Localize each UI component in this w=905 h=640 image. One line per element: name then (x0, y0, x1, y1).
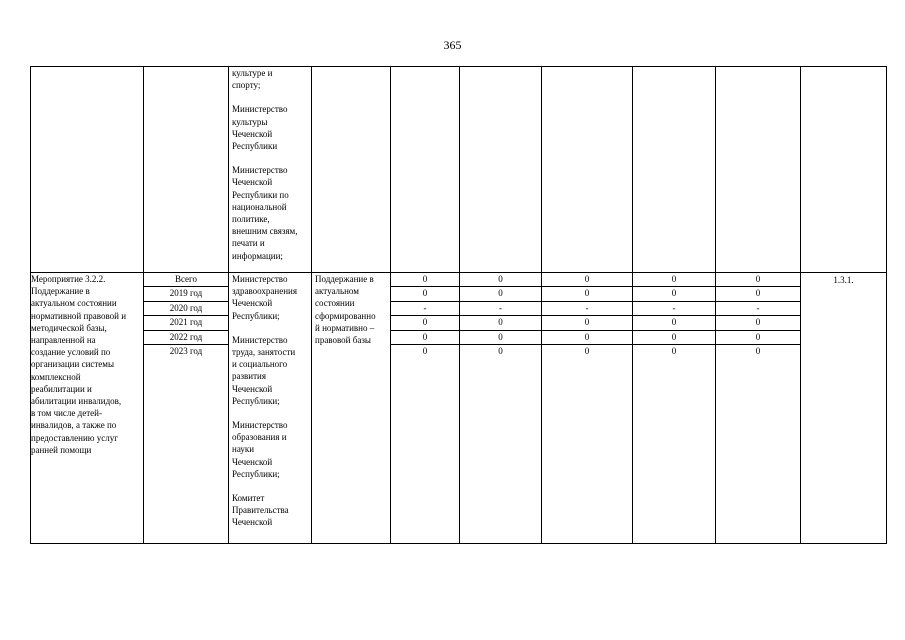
executor-line: Республики; (232, 395, 280, 406)
event-title-line: Поддержание в (31, 286, 90, 297)
value-cell: 0 (391, 287, 459, 301)
executor-line: Министерство (232, 104, 288, 115)
executor-line: политике, (232, 214, 270, 225)
value-cell: 0 (542, 316, 632, 330)
executor-line: Чеченской (232, 383, 273, 394)
event-title-line: абилитации инвалидов, (31, 396, 122, 407)
value-cell: 0 (542, 331, 632, 345)
value-cell: 0 (391, 273, 459, 287)
executor-line: развития (232, 371, 267, 382)
value-cell: 0 (716, 331, 800, 345)
executor-line: Республики (232, 141, 278, 152)
cell-empty (460, 67, 542, 273)
event-title-line: инвалидов, а также по (31, 420, 117, 431)
indicator-code-cell (801, 273, 887, 544)
event-title-line: комплексной (31, 371, 81, 382)
executor-line: Министерство (232, 420, 288, 431)
values-col7-cell (542, 273, 633, 544)
executor-line: Правительства (232, 505, 289, 516)
executor-line: Министерство (232, 274, 288, 284)
result-line: й нормативно – (315, 322, 375, 333)
value-cell: 0 (391, 316, 459, 330)
period-label: 2023 год (169, 345, 203, 356)
executor-line: печати и (232, 238, 265, 249)
executor-line: Республики по (232, 189, 289, 200)
executor-line: культуры (232, 116, 268, 127)
values-col6-cell (460, 273, 542, 544)
executor-line: Министерство (232, 165, 288, 176)
executor-line: науки (232, 444, 255, 455)
value-cell: 0 (542, 273, 632, 287)
cell-empty (31, 67, 144, 273)
value-cell: 0 (633, 273, 715, 287)
period-label: 2019 год (144, 287, 228, 301)
executor-line: Чеченской (232, 517, 273, 528)
value-cell: 0 (460, 331, 541, 345)
executor-line: национальной (232, 201, 287, 212)
value-cell: 0 (542, 287, 632, 301)
cell-empty (144, 67, 229, 273)
value-cell: 0 (633, 331, 715, 345)
value-cell: 0 (460, 273, 541, 287)
result-line: состоянии (315, 298, 355, 309)
event-title-line: Мероприятие 3.2.2. (31, 274, 106, 284)
value-cell: 0 (498, 345, 503, 356)
event-row (31, 273, 887, 544)
cell-empty (312, 67, 391, 273)
value-cell: 0 (584, 345, 590, 356)
cell-empty (391, 67, 460, 273)
result-line: актуальном (315, 286, 359, 297)
value-cell: 0 (391, 331, 459, 345)
executor-line: Чеченской (232, 298, 273, 309)
value-cell: 0 (633, 316, 715, 330)
values-col8-cell (633, 273, 716, 544)
executor-line: труда, занятости (232, 347, 296, 358)
cell-empty (801, 67, 887, 273)
result-line: правовой базы (315, 335, 371, 346)
executor-line: Чеченской (232, 456, 273, 467)
event-title-line: ранней помощи (31, 444, 92, 455)
executor-line: образования и (232, 432, 287, 443)
value-cell: 0 (460, 316, 541, 330)
event-title-line: методической базы, (31, 322, 107, 333)
value-cell: 0 (716, 287, 800, 301)
executor-line: спорту; (232, 80, 261, 91)
value-cell: 0 (460, 287, 541, 301)
event-title-line: создание условий по (31, 347, 111, 358)
period-label: Всего (144, 273, 228, 287)
values-col9-cell (716, 273, 801, 544)
executor-line: Республики; (232, 468, 280, 479)
period-label: 2022 год (144, 331, 228, 345)
periods-cell (144, 273, 229, 544)
result-line: сформированно (315, 310, 376, 321)
indicator-code: 1.3.1. (833, 275, 854, 285)
result-cell (312, 273, 391, 544)
values-col5-cell (391, 273, 460, 544)
executor-line: внешним связям, (232, 226, 298, 237)
executor-line: культуре и (232, 68, 273, 78)
executor-line: информации; (232, 250, 283, 261)
page-number: 365 (443, 38, 462, 52)
cell-empty (542, 67, 633, 273)
value-cell: 0 (716, 273, 800, 287)
continuation-row (31, 67, 887, 273)
executor-line: и социального (232, 359, 288, 370)
executor-line: Министерство (232, 334, 288, 345)
value-cell: 0 (755, 345, 761, 356)
value-cell: - (391, 302, 459, 316)
event-title-cell (31, 273, 144, 544)
event-title-line: предоставлению услуг (31, 432, 118, 443)
value-cell: - (460, 302, 541, 316)
cell-empty (633, 67, 716, 273)
event-title-line: направленной на (31, 335, 96, 346)
period-label: 2021 год (144, 316, 228, 330)
period-label: 2020 год (144, 302, 228, 316)
value-cell: - (633, 302, 715, 316)
cell-empty (716, 67, 801, 273)
program-table (30, 66, 887, 544)
event-title-line: реабилитации и (31, 383, 92, 394)
value-cell: - (542, 302, 632, 316)
value-cell: - (716, 302, 800, 316)
value-cell: 0 (671, 345, 677, 356)
value-cell: 0 (422, 345, 428, 356)
event-title-line: организации системы (31, 359, 115, 370)
event-title-line: актуальном состоянии (31, 298, 117, 309)
executor-line: Республики; (232, 310, 280, 321)
executor-line: здравоохранения (232, 286, 298, 297)
result-line: Поддержание в (315, 274, 374, 284)
executors-cell (229, 273, 312, 544)
value-cell: 0 (633, 287, 715, 301)
continuation-executors-cell (229, 67, 312, 273)
event-title-line: в том числе детей- (31, 408, 102, 419)
executor-line: Чеченской (232, 177, 273, 188)
event-title-line: нормативной правовой и (31, 310, 127, 321)
executor-line: Комитет (232, 493, 265, 504)
executor-line: Чеченской (232, 128, 273, 139)
value-cell: 0 (716, 316, 800, 330)
